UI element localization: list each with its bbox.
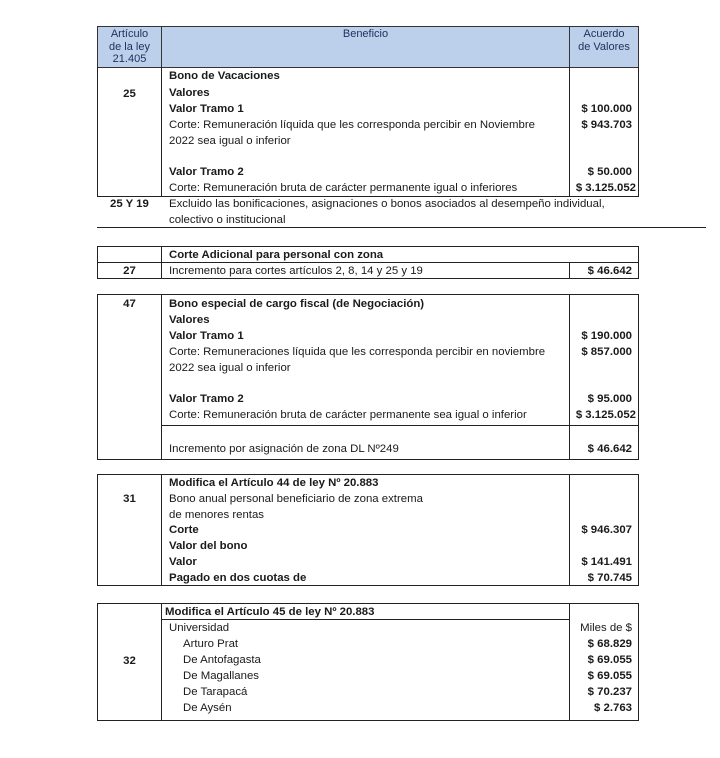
corte1-text: Corte: Remuneración líquida que les corresponda percibir en Noviembre xyxy=(169,119,535,131)
article-number: 25 xyxy=(123,88,136,100)
corte1-text-cont: 2022 sea igual o inferior xyxy=(169,362,291,374)
values-label: Valores xyxy=(169,314,210,326)
benefit-title: Bono de Vacaciones xyxy=(169,70,280,82)
tramo2-value: $ 95.000 xyxy=(587,393,632,405)
article-number: 47 xyxy=(123,298,136,310)
university-name: De Magallanes xyxy=(183,670,259,682)
pagado-value: $ 70.745 xyxy=(587,572,632,584)
corte1-text-cont: 2022 sea igual o inferior xyxy=(169,135,291,147)
header-col-values-line1: Acuerdo xyxy=(583,28,625,40)
corte2-value: $ 3.125.052 xyxy=(575,409,636,421)
divider xyxy=(97,227,706,228)
benefit-title: Modifica el Artículo 44 de ley Nº 20.883 xyxy=(169,477,379,489)
corte1-value: $ 943.703 xyxy=(581,119,632,131)
article-number: 27 xyxy=(123,265,136,277)
article-number: 31 xyxy=(123,493,136,505)
divider xyxy=(638,67,639,197)
bono-description-cont: de menores rentas xyxy=(169,509,264,521)
unit-label: Miles de $ xyxy=(580,622,632,634)
tramo2-label: Valor Tramo 2 xyxy=(169,166,244,178)
header-col-values-line2: de Valores xyxy=(578,40,630,53)
tramo2-label: Valor Tramo 2 xyxy=(169,393,244,405)
increment-text: Incremento para cortes artículos 2, 8, 14 y 25 y 19 xyxy=(169,265,423,277)
divider xyxy=(161,603,162,721)
header-col-article-line2: de la ley xyxy=(109,40,150,53)
pagado-label: Pagado en dos cuotas de xyxy=(169,572,307,584)
values-label: Valores xyxy=(169,87,210,99)
corte-value: $ 946.307 xyxy=(581,524,632,536)
header-col-article xyxy=(97,26,162,68)
university-value: $ 69.055 xyxy=(587,654,632,666)
excluded-note-cont: colectivo o institucional xyxy=(169,214,286,226)
university-value: $ 69.055 xyxy=(587,670,632,682)
excluded-note: Excluido las bonificaciones, asignaciones o bonos asociados al desempeño individual, xyxy=(169,198,605,210)
article-number: 32 xyxy=(123,655,136,667)
corte2-text: Corte: Remuneración bruta de carácter permanente sea igual o inferior xyxy=(169,409,527,421)
corte1-value: $ 857.000 xyxy=(581,346,632,358)
header-col-benefit xyxy=(161,26,570,68)
valor-value: $ 141.491 xyxy=(581,556,632,568)
divider xyxy=(569,294,570,460)
valor-label: Valor xyxy=(169,556,197,568)
bono-description: Bono anual personal beneficiario de zona extrema xyxy=(169,493,423,505)
header-col-benefit-label: Beneficio xyxy=(342,28,389,40)
zone-increment-value: $ 46.642 xyxy=(587,443,632,455)
corte-label: Corte xyxy=(169,524,199,536)
increment-value: $ 46.642 xyxy=(587,265,632,277)
tramo1-label: Valor Tramo 1 xyxy=(169,103,244,115)
divider xyxy=(97,262,639,263)
university-name: De Antofagasta xyxy=(183,654,261,666)
header-col-article-line1: Artículo xyxy=(110,28,149,40)
header-col-article-line3: 21.405 xyxy=(112,53,147,65)
divider xyxy=(161,67,162,197)
university-value: $ 68.829 xyxy=(587,638,632,650)
benefit-title: Corte Adicional para personal con zona xyxy=(169,249,384,261)
university-name: De Tarapacá xyxy=(183,686,248,698)
divider xyxy=(161,474,162,586)
corte2-value: $ 3.125.052 xyxy=(575,182,636,194)
benefit-title: Modifica el Artículo 45 de ley Nº 20.883 xyxy=(165,606,375,618)
benefit-title: Bono especial de cargo fiscal (de Negociación) xyxy=(169,298,425,310)
divider xyxy=(161,294,162,460)
tramo2-value: $ 50.000 xyxy=(587,166,632,178)
header-col-values xyxy=(569,26,639,68)
universidad-label: Universidad xyxy=(169,622,230,634)
valor-bono-label: Valor del bono xyxy=(169,540,248,552)
university-value: $ 70.237 xyxy=(587,686,632,698)
corte2-text: Corte: Remuneración bruta de carácter permanente igual o inferiores xyxy=(169,182,518,194)
zone-increment-text: Incremento por asignación de zona DL Nº249 xyxy=(169,443,399,455)
corte1-text: Corte: Remuneraciones líquida que les corresponda percibir en noviembre xyxy=(169,346,546,358)
university-name: De Aysén xyxy=(183,702,232,714)
divider xyxy=(161,425,639,426)
university-name: Arturo Prat xyxy=(183,638,239,650)
tramo1-value: $ 190.000 xyxy=(581,330,632,342)
divider xyxy=(161,619,570,620)
tramo1-value: $ 100.000 xyxy=(581,103,632,115)
tramo1-label: Valor Tramo 1 xyxy=(169,330,244,342)
article-number-extra: 25 Y 19 xyxy=(110,198,149,210)
university-value: $ 2.763 xyxy=(593,702,632,714)
